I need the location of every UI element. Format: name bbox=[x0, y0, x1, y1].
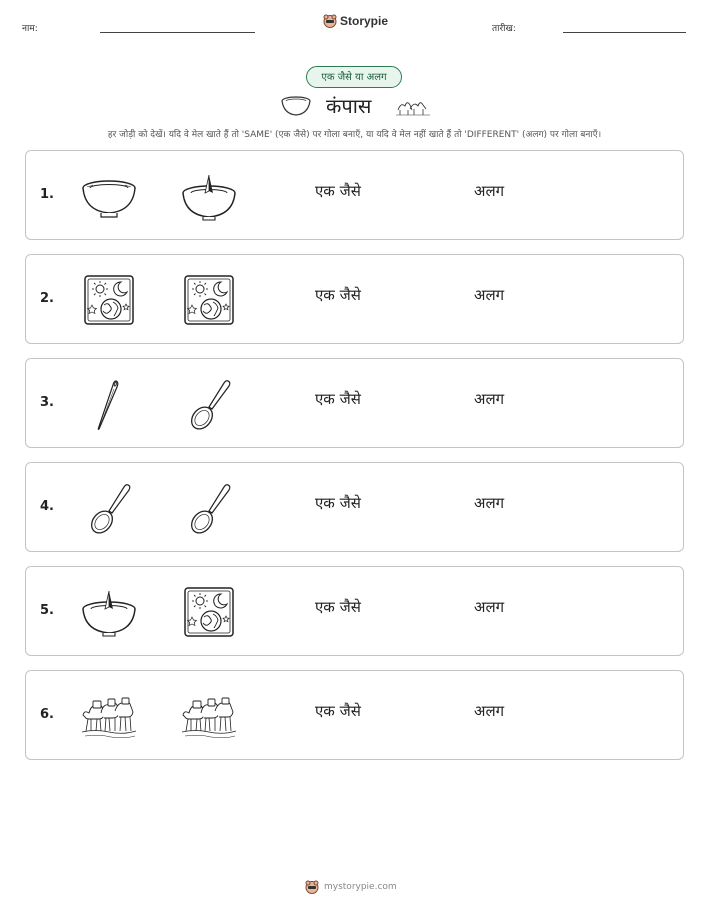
bowl-icon bbox=[81, 171, 137, 223]
same-option[interactable]: एक जैसे bbox=[315, 390, 361, 408]
question-row bbox=[25, 150, 684, 240]
different-option[interactable]: अलग bbox=[474, 390, 505, 408]
date-label: तारीख: bbox=[492, 24, 516, 34]
camel-caravan-icon bbox=[181, 691, 237, 743]
page-title: कंपास bbox=[326, 94, 372, 118]
question-number: 1. bbox=[40, 187, 54, 202]
instructions: हर जोड़ी को देखें। यदि वे मेल खाते हैं तो 'SAME' (एक जैसे) पर गोला बनाएँ, या यदि वे मेल नहीं खाते हैं तो 'DIFFERENT' (अलग) पर गोला बनाएँ। bbox=[107, 130, 602, 140]
question-row bbox=[25, 670, 684, 760]
title-row bbox=[280, 92, 430, 120]
question-number: 2. bbox=[40, 291, 54, 306]
same-option[interactable]: एक जैसे bbox=[315, 598, 361, 616]
spoon-icon bbox=[181, 379, 237, 431]
same-option[interactable]: एक जैसे bbox=[315, 702, 361, 720]
camel-caravan-icon bbox=[81, 691, 137, 743]
different-option[interactable]: अलग bbox=[474, 182, 505, 200]
camel-caravan-icon bbox=[396, 96, 430, 116]
question-row bbox=[25, 566, 684, 656]
footer-url[interactable]: mystorypie.com bbox=[324, 882, 397, 892]
footer bbox=[305, 880, 397, 894]
date-line[interactable] bbox=[563, 32, 686, 33]
storypie-mascot-icon bbox=[305, 880, 319, 894]
name-label: नाम: bbox=[22, 24, 38, 34]
day-night-globe-icon bbox=[181, 587, 237, 639]
different-option[interactable]: अलग bbox=[474, 494, 505, 512]
question-row bbox=[25, 254, 684, 344]
same-option[interactable]: एक जैसे bbox=[315, 182, 361, 200]
question-number: 5. bbox=[40, 603, 54, 618]
same-option[interactable]: एक जैसे bbox=[315, 494, 361, 512]
compass-icon bbox=[81, 587, 137, 639]
brand-logo bbox=[323, 14, 388, 28]
bowl-icon bbox=[280, 94, 312, 118]
question-row bbox=[25, 358, 684, 448]
compass-icon bbox=[181, 171, 237, 223]
question-number: 6. bbox=[40, 707, 54, 722]
needle-icon bbox=[81, 379, 137, 431]
day-night-globe-icon bbox=[81, 275, 137, 327]
question-row bbox=[25, 462, 684, 552]
question-number: 3. bbox=[40, 395, 54, 410]
brand-name: Storypie bbox=[340, 14, 389, 28]
name-line[interactable] bbox=[100, 32, 255, 33]
different-option[interactable]: अलग bbox=[474, 598, 505, 616]
spoon-icon bbox=[81, 483, 137, 535]
different-option[interactable]: अलग bbox=[474, 702, 505, 720]
question-number: 4. bbox=[40, 499, 54, 514]
day-night-globe-icon bbox=[181, 275, 237, 327]
spoon-icon bbox=[181, 483, 237, 535]
worksheet-tag: एक जैसे या अलग bbox=[306, 66, 402, 88]
same-option[interactable]: एक जैसे bbox=[315, 286, 361, 304]
different-option[interactable]: अलग bbox=[474, 286, 505, 304]
storypie-mascot-icon bbox=[323, 14, 337, 28]
